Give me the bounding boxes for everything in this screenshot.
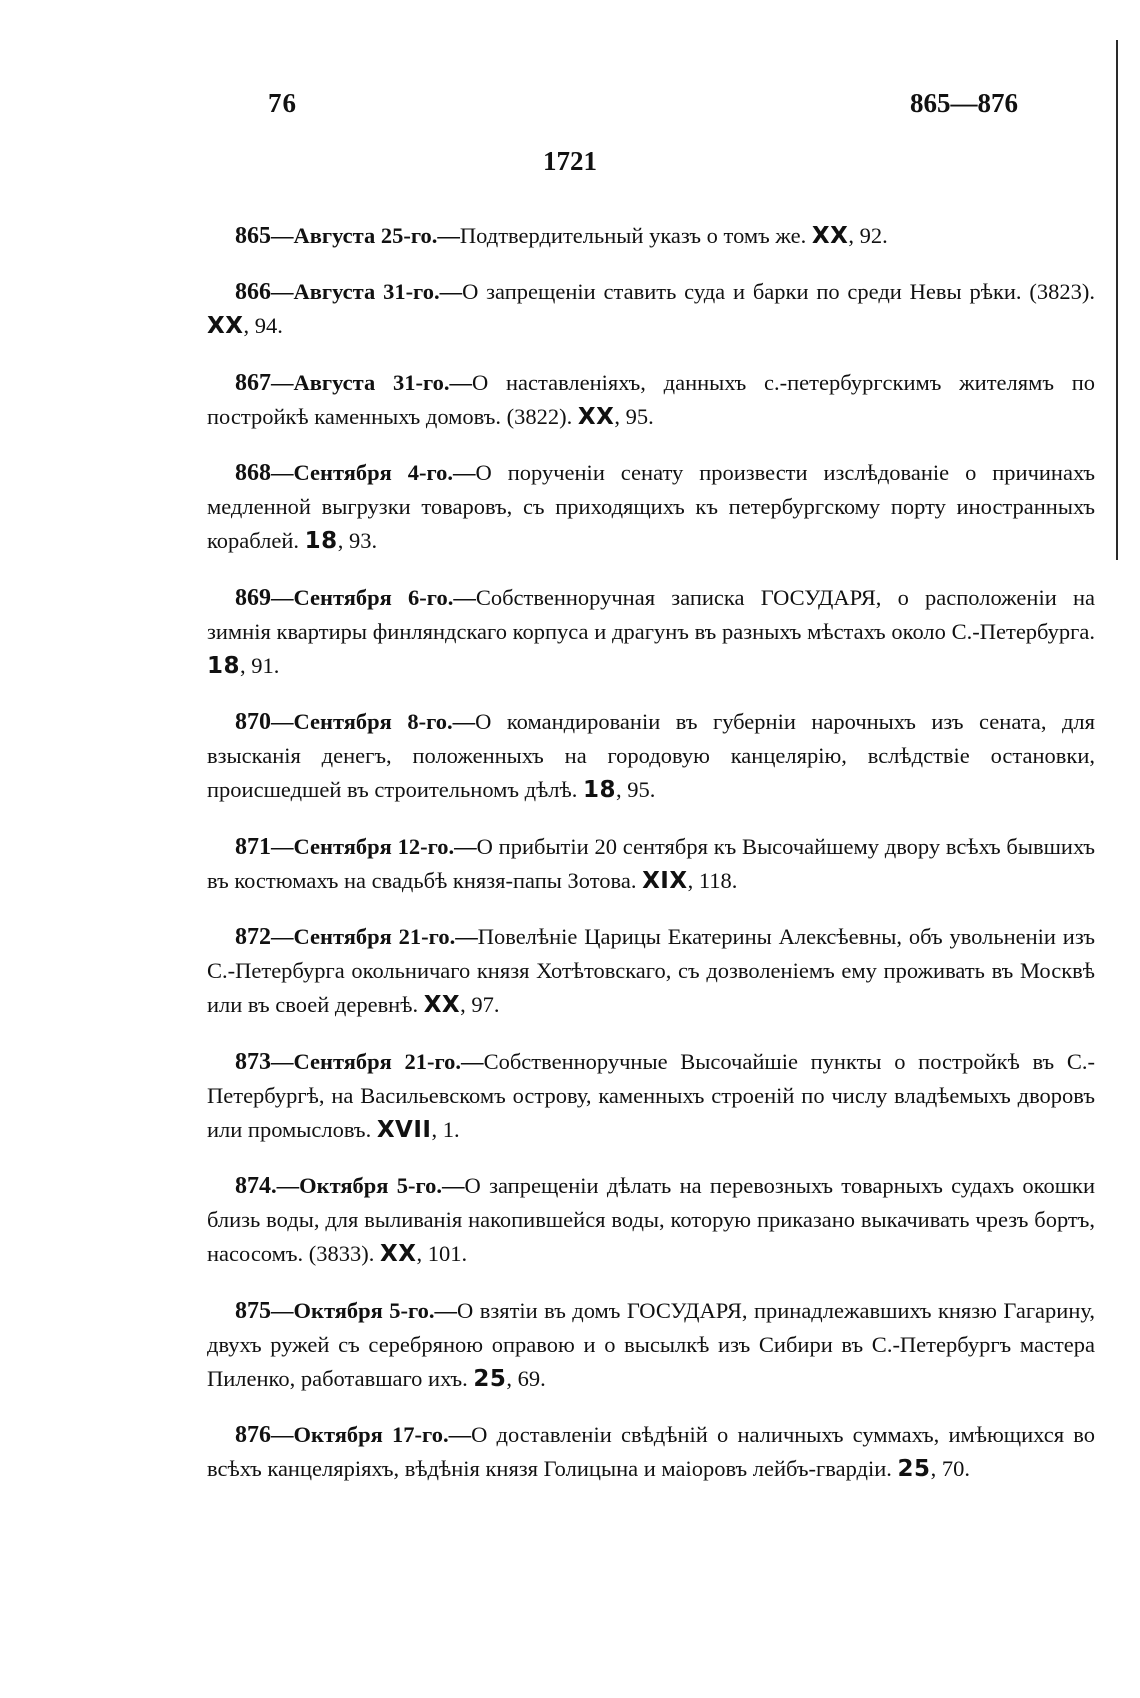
- entry-date: —Августа 31-го.—: [271, 279, 463, 304]
- entry-date: —Октября 5-го.—: [271, 1297, 458, 1323]
- entries-list: [207, 196, 1095, 1508]
- entry-date: —Сентября 21-го.—: [271, 1048, 484, 1074]
- entry-volume: 25: [473, 1365, 507, 1392]
- entry-volume: XVII: [376, 1116, 432, 1143]
- entry: [207, 366, 1095, 434]
- entry-page: , 70.: [930, 1456, 970, 1481]
- entry-text: О прибытiи 20 сентября къ Высочайшему двору всѣхъ бывшихъ въ костюмахъ на свадьбѣ князя-папы Зотова.: [207, 833, 1095, 893]
- entry: [207, 1045, 1095, 1147]
- entry-number: 869: [235, 584, 271, 611]
- entry-text: О взятiи въ домъ ГОСУДАРЯ, принадлежавшихъ князю Гагарину, двухъ ружей съ серебряною оправою и о высылкѣ изъ Сибири въ С.-Петербургъ мастера Пиленко, работавшаго ихъ.: [207, 1297, 1096, 1391]
- entry-date: —Сентября 21-го.—: [271, 924, 478, 949]
- entry-text: Подтвердительный указъ о томъ же.: [459, 222, 807, 248]
- entry: [207, 219, 1095, 253]
- entry-number: 876: [235, 1422, 271, 1448]
- entry: [207, 1418, 1095, 1486]
- entry-volume: XX: [207, 313, 244, 339]
- entry-page: , 93.: [337, 528, 378, 553]
- entry-volume: XIX: [642, 867, 688, 894]
- entry-date: —Сентября 4-го.—: [271, 460, 476, 485]
- entry-number: 868: [235, 460, 271, 486]
- entry-number: 871: [235, 833, 271, 860]
- entry-text: О запрещенiи дѣлать на перевозныхъ товарныхъ судахъ окошки близь воды, для выливанiя накопившейся воды, которую приказано выкачивать чрезъ бортъ, насосомъ. (3833).: [207, 1173, 1095, 1266]
- entry-date: —Августа 25-го.—: [271, 222, 460, 248]
- entry-number: 874: [235, 1173, 271, 1199]
- entry-range: 865—876: [910, 88, 1018, 118]
- entry-date: —Августа 31-го.—: [271, 369, 472, 395]
- entry-number: 873: [235, 1048, 271, 1075]
- entry: [207, 830, 1095, 898]
- entry-text: О доставленiи свѣдѣнiй о наличныхъ суммахъ, имѣющихся во всѣхъ канцелярiяхъ, вѣдѣнiя князя Голицына и маiоровъ лейбъ-гвардiи.: [207, 1422, 1096, 1481]
- entry-text: Повелѣнiе Царицы Екатерины Алексѣевны, объ увольненiи изъ С.-Петербурга окольничаго князя Хотѣтовскаго, съ дозволенiемъ ему проживать въ Москвѣ или въ своей деревнѣ.: [207, 924, 1095, 1017]
- entry-text: О наставленiяхъ, данныхъ с.-петербургскимъ жителямъ по постройкѣ каменныхъ домовъ. (3822).: [207, 369, 1095, 429]
- entry-page: , 94.: [243, 313, 283, 338]
- entry: [207, 705, 1095, 807]
- entry-text: Собственноручные Высочайшiе пункты о постройкѣ въ С.-Петербургѣ, на Васильевскомъ острову, каменныхъ строенiй по числу владѣемыхъ дворовъ или промысловъ.: [207, 1048, 1095, 1142]
- entry-number: 865: [235, 222, 271, 249]
- entry: [207, 1169, 1095, 1271]
- entry-date: —Сентября 6-го.—: [271, 584, 476, 610]
- entry: [207, 1294, 1095, 1396]
- entry-text: О командированiи въ губернiи нарочныхъ изъ сената, для взысканiя денегъ, положенныхъ на городовую канцелярiю, вслѣдствiе остановки, происшедшей въ строительномъ дѣлѣ.: [207, 709, 1095, 802]
- entry-volume: XX: [577, 403, 615, 430]
- entry-page: , 91.: [240, 652, 280, 678]
- entry-date: —Сентября 12-го.—: [271, 833, 477, 859]
- year-heading: 1721: [543, 146, 597, 176]
- entry-number: 872: [235, 924, 271, 950]
- entry-volume: XX: [380, 1241, 417, 1267]
- entry-text: Собственноручная записка ГОСУДАРЯ, о расположенiи на зимнiя квартиры финляндскаго корпуса и драгунъ въ разныхъ мѣстахъ около С.-Петербурга.: [207, 584, 1095, 644]
- entry-number: 866: [235, 279, 271, 305]
- entry-date: —Октября 17-го.—: [271, 1422, 472, 1447]
- page-number: 76: [268, 88, 297, 118]
- entry-number: 867: [235, 369, 271, 396]
- entry-volume: 18: [583, 777, 617, 803]
- entry-text: О порученiи сенату произвести изслѣдованiе о причинахъ медленной выгрузки товаровъ, съ приходящихъ къ петербургскому порту иностранныхъ кораблей.: [207, 460, 1095, 553]
- entry-volume: 18: [304, 528, 338, 554]
- entry-page: , 95.: [614, 403, 654, 429]
- entry-volume: 18: [207, 652, 241, 679]
- entry-page: , 95.: [616, 777, 656, 802]
- entry-number: 875: [235, 1297, 271, 1324]
- entry-page: , 1.: [431, 1116, 460, 1142]
- entry: [207, 581, 1095, 683]
- entry-date: .—Октября 5-го.—: [271, 1173, 465, 1198]
- entry-volume: 25: [897, 1456, 931, 1482]
- entry-page: , 101.: [416, 1241, 468, 1266]
- entry-number: 870: [235, 709, 271, 735]
- entry-page: , 97.: [460, 992, 500, 1017]
- entry: [207, 456, 1095, 558]
- entry: [207, 920, 1095, 1022]
- entry-page: , 118.: [687, 867, 738, 893]
- entry-volume: XX: [811, 222, 849, 249]
- entry-page: , 92.: [848, 222, 888, 248]
- entry: [207, 275, 1095, 343]
- entry-text: О запрещенiи ставить суда и барки по среди Невы рѣки. (3823).: [462, 279, 1095, 304]
- page-edge-line: [1116, 40, 1118, 560]
- entry-page: , 69.: [506, 1365, 546, 1391]
- entry-date: —Сентября 8-го.—: [271, 709, 476, 734]
- entry-volume: XX: [423, 992, 461, 1018]
